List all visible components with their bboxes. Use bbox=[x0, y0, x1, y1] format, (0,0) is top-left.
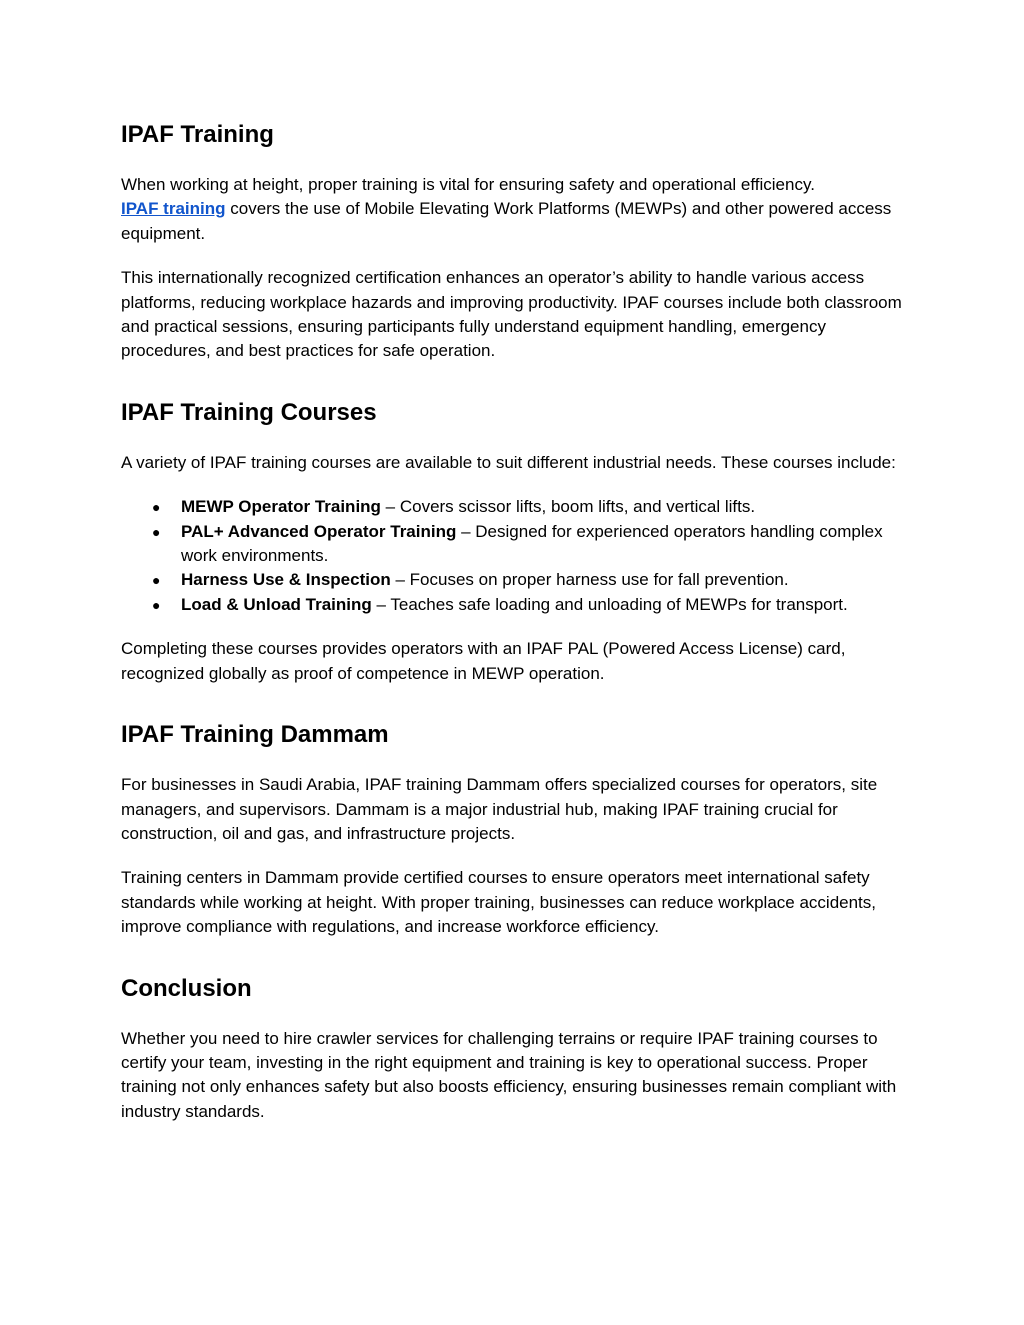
courses-list bbox=[121, 495, 911, 617]
paragraph-conclusion: Whether you need to hire crawler services for challenging terrains or require IPAF training courses to certify your team, investing in the right equipment and training is key to operational success. Proper training not only enhances safety but also boosts efficiency, ensuring businesses remain compliant with industry standards. bbox=[121, 1028, 897, 1121]
list-item-title: PAL+ Advanced Operator Training bbox=[181, 521, 457, 541]
list-item-text: – Focuses on proper harness use for fall prevention. bbox=[390, 570, 789, 590]
list-item-title: Load & Unload Training bbox=[181, 594, 372, 614]
list-item bbox=[152, 568, 911, 592]
paragraph-dammam-centers: Training centers in Dammam provide certified courses to ensure operators meet international safety standards while working at height. With proper training, businesses can reduce workplace accidents, improve compliance with regulations, and increase workforce efficiency. bbox=[121, 868, 877, 937]
list-item-title: MEWP Operator Training bbox=[181, 497, 381, 517]
list-item bbox=[152, 593, 911, 617]
bullet-icon: ● bbox=[152, 523, 161, 540]
document-body bbox=[121, 117, 911, 1124]
list-item-text: – Designed for experienced operators handling complex work environments. bbox=[181, 521, 883, 566]
heading-ipaf-training-dammam: IPAF Training Dammam bbox=[121, 721, 389, 749]
bullet-icon: ● bbox=[152, 572, 161, 589]
paragraph-pal-card: Completing these courses provides operators with an IPAF PAL (Powered Access License) card, recognized globally as proof of competence in MEWP operation. bbox=[121, 639, 846, 683]
paragraph-intro-text: When working at height, proper training is vital for ensuring safety and operational efficiency. bbox=[121, 175, 815, 194]
ipaf-training-link[interactable]: IPAF training bbox=[121, 199, 226, 219]
paragraph-courses-intro: A variety of IPAF training courses are available to suit different industrial needs. These courses include: bbox=[121, 452, 896, 472]
bullet-icon: ● bbox=[152, 499, 161, 516]
paragraph-intro-continued: covers the use of Mobile Elevating Work Platforms (MEWPs) and other powered access equipment. bbox=[121, 199, 892, 243]
list-item-text: – Covers scissor lifts, boom lifts, and vertical lifts. bbox=[380, 497, 756, 517]
heading-conclusion: Conclusion bbox=[121, 974, 252, 1002]
bullet-icon: ● bbox=[152, 596, 161, 613]
paragraph-dammam-businesses: For businesses in Saudi Arabia, IPAF training Dammam offers specialized courses for operators, site managers, and supervisors. Dammam is a major industrial hub, making IPAF training crucial for construction, oil and gas, and infrastructure projects. bbox=[121, 775, 878, 843]
list-item bbox=[152, 495, 911, 519]
paragraph-intro bbox=[121, 173, 911, 246]
heading-ipaf-training: IPAF Training bbox=[121, 121, 274, 148]
heading-ipaf-training-courses: IPAF Training Courses bbox=[121, 398, 377, 426]
list-item-text: – Teaches safe loading and unloading of MEWPs for transport. bbox=[371, 594, 848, 614]
list-item-title: Harness Use & Inspection bbox=[181, 570, 391, 590]
paragraph-certification: This internationally recognized certification enhances an operator’s ability to handle various access platforms, reducing workplace hazards and improving productivity. IPAF courses include both classroom and practical sessions, ensuring participants fully understand equipment handling, emergency procedures, and best practices for safe operation. bbox=[121, 268, 902, 361]
list-item bbox=[152, 520, 911, 569]
